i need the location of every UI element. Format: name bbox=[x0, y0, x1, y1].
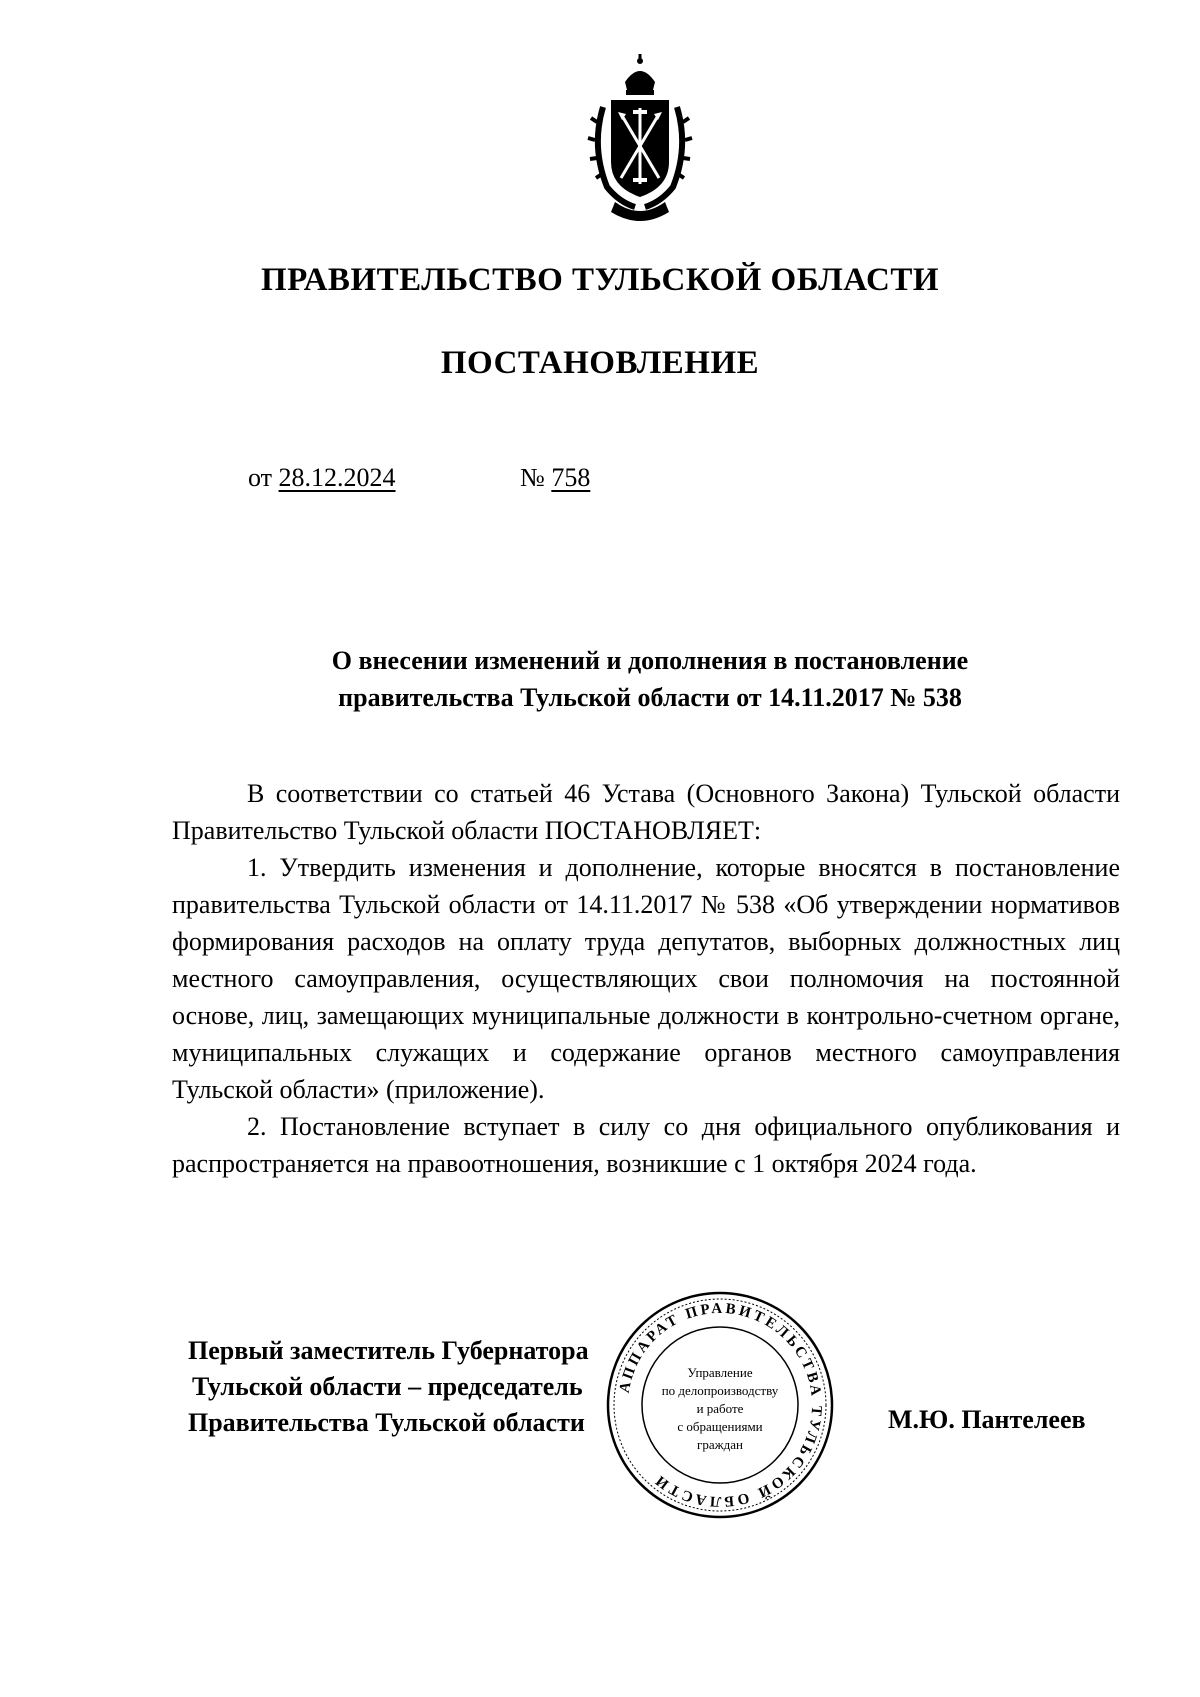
document-type-title: ПОСТАНОВЛЕНИЕ bbox=[440, 345, 760, 381]
signatory-title-line-3: Правительства Тульской области bbox=[188, 1408, 585, 1437]
subject-line-1: О внесении изменений и дополнения в постановление bbox=[331, 646, 969, 675]
number-value: 758 bbox=[551, 463, 591, 492]
document-number bbox=[520, 463, 590, 493]
date-value: 28.12.2024 bbox=[278, 463, 396, 492]
organization-title: ПРАВИТЕЛЬСТВО ТУЛЬСКОЙ ОБЛАСТИ bbox=[261, 262, 939, 298]
signatory-title-line-2: Тульской области – председатель bbox=[192, 1372, 583, 1401]
body-paragraph-item-2: 2. Постановление вступает в силу со дня официального опубликования и распространяется на правоотношения, возникшие с 1 октября 2024 года. bbox=[172, 1112, 1120, 1178]
body-paragraph-item-1: 1. Утвердить изменения и дополнение, которые вносятся в постановление правительства Тульской области от 14.11.2017 № 538 «Об утверждении нормативов формирования расходов на оплату труда депутатов, выборных должностных лиц местного самоуправления, осуществляющих свои полномочия на постоянной основе, лиц, замещающих муниципальные должности в контрольно-счетном органе, муниципальных служащих и содержание органов местного самоуправления Тульской области» (приложение). bbox=[172, 853, 1120, 1104]
subject-line-2: правительства Тульской области от 14.11.2017 № 538 bbox=[338, 683, 962, 712]
signatory-title bbox=[188, 1333, 589, 1441]
document-body bbox=[172, 775, 1120, 1182]
stamp-center-line-1: Управление bbox=[687, 1365, 753, 1380]
document-date bbox=[248, 463, 396, 493]
document-subject bbox=[200, 642, 1100, 716]
number-prefix: № bbox=[520, 463, 545, 492]
signatory-title-line-1: Первый заместитель Губернатора bbox=[188, 1336, 589, 1365]
stamp-ring-text: АППАРАТ ПРАВИТЕЛЬСТВА ТУЛЬСКОЙ ОБЛАСТИ bbox=[616, 1300, 825, 1510]
coat-of-arms-icon bbox=[585, 52, 695, 222]
stamp-center-line-5: граждан bbox=[697, 1437, 743, 1452]
body-paragraph-preamble: В соответствии со статьей 46 Устава (Основного Закона) Тульской области Правительство Тульской области ПОСТАНОВЛЯЕТ: bbox=[172, 779, 1120, 845]
signatory-name: М.Ю. Пантелеев bbox=[888, 1405, 1086, 1434]
date-prefix: от bbox=[248, 463, 273, 492]
official-stamp-icon bbox=[600, 1285, 840, 1525]
stamp-center-line-2: по делопроизводству bbox=[661, 1383, 779, 1398]
stamp-center-line-4: с обращениями bbox=[677, 1419, 763, 1434]
stamp-center-line-3: и работе bbox=[696, 1401, 744, 1416]
